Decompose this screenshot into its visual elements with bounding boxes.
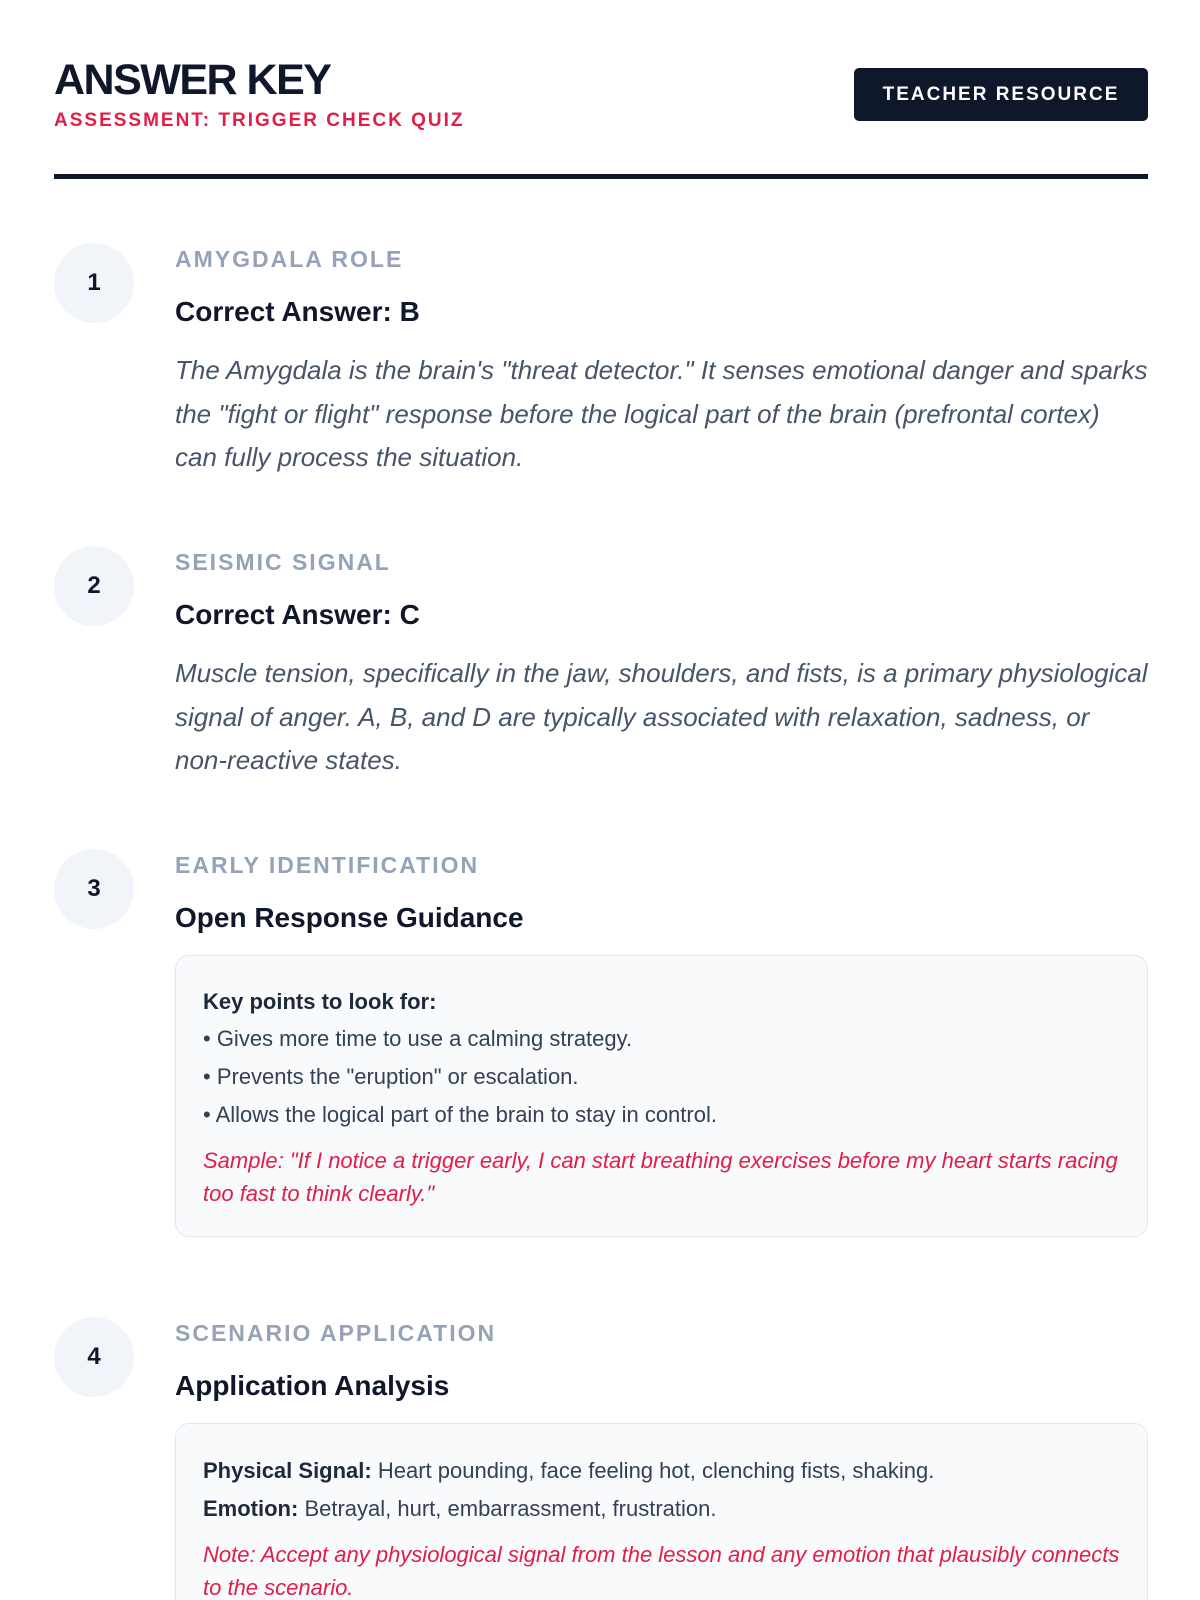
question-body [175,851,1148,1237]
emotion-text: Betrayal, hurt, embarrassment, frustration. [298,1496,717,1521]
physical-signal-label: Physical Signal: [203,1458,372,1483]
teacher-resource-badge: TEACHER RESOURCE [854,68,1148,121]
question-number-badge: 1 [54,243,134,323]
grading-note: Note: Accept any physiological signal from the lesson and any emotion that plausibly connects to the scenario. [203,1542,1120,1600]
guidance-bullet: • Gives more time to use a calming strategy. [203,1026,633,1051]
question-number-badge: 2 [54,546,134,626]
question-body [175,1319,1148,1600]
correct-answer: Correct Answer: B [175,296,420,327]
physical-signal-line [203,1452,1120,1490]
question-number-badge: 4 [54,1317,134,1397]
emotion-label: Emotion: [203,1496,299,1521]
page-subtitle: ASSESSMENT: TRIGGER CHECK QUIZ [54,110,465,131]
guidance-bullet: • Allows the logical part of the brain to stay in control. [203,1102,717,1127]
sample-response: Sample: "If I notice a trigger early, I can start breathing exercises before my heart starts racing too fast to think clearly." [203,1148,1118,1206]
correct-answer: Correct Answer: C [175,599,420,630]
question-number-badge: 3 [54,849,134,929]
guidance-bullet: • Prevents the "eruption" or escalation. [203,1064,579,1089]
page-header [54,0,1148,182]
answer-explanation: The Amygdala is the brain's "threat detector." It senses emotional danger and sparks the "fight or flight" response before the logical part of the brain (prefrontal cortex) can fully process the situation. [175,355,1148,472]
question-body [175,245,1148,480]
page-title: ANSWER KEY [54,56,331,104]
question-label: SCENARIO APPLICATION [175,1320,497,1346]
application-analysis-title: Application Analysis [175,1370,450,1401]
analysis-box [175,1423,1148,1600]
guidance-box [175,955,1148,1237]
question-label: AMYGDALA ROLE [175,246,404,272]
question-label: SEISMIC SIGNAL [175,549,391,575]
answer-explanation: Muscle tension, specifically in the jaw, shoulders, and fists, is a primary physiological signal of anger. A, B, and D are typically associated with relaxation, sadness, or non-reactive states. [175,658,1148,775]
response-guidance-title: Open Response Guidance [175,902,524,933]
question-body [175,548,1148,783]
guidance-heading: Key points to look for: [203,989,437,1014]
header-divider [54,174,1148,179]
physical-signal-text: Heart pounding, face feeling hot, clenching fists, shaking. [371,1458,935,1483]
answer-key-page [54,0,1148,1600]
emotion-line [203,1490,1120,1528]
question-label: EARLY IDENTIFICATION [175,852,480,878]
